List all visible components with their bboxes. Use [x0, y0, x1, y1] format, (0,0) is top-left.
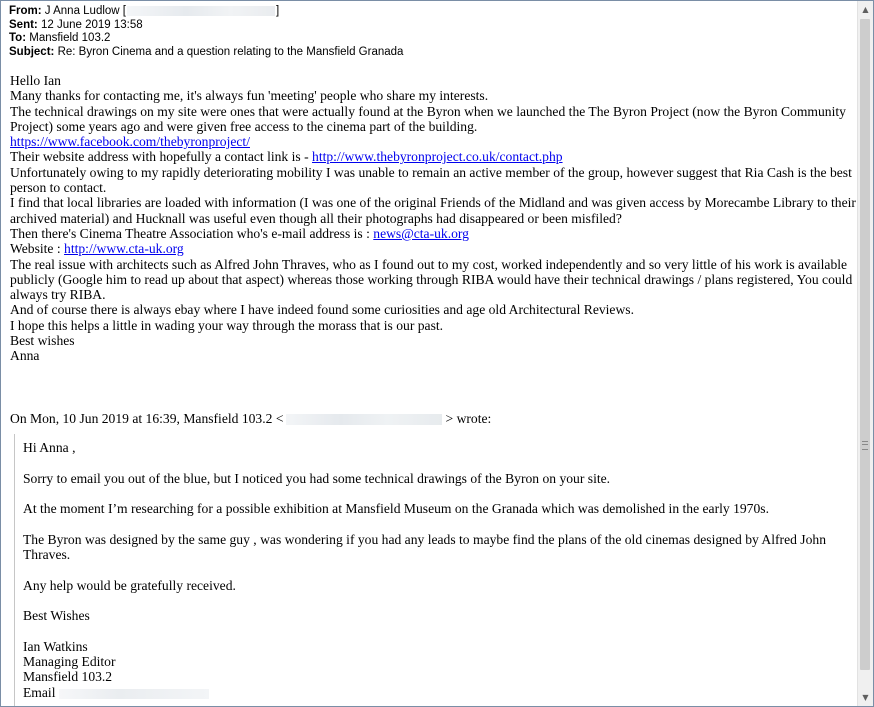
signature-title: Managing Editor	[23, 654, 116, 670]
from-row	[9, 5, 403, 19]
email-header	[9, 5, 403, 59]
quoted-body	[23, 440, 845, 700]
quoted-paragraph: The Byron was designed by the same guy , was wondering if you had any leads to maybe find the plans of the old cinemas designed by Alfred John Thraves.	[23, 531, 826, 563]
subject-label: Subject:	[9, 45, 55, 58]
reply-name: Anna	[10, 348, 40, 364]
reply-body	[10, 73, 858, 364]
reply-greeting: Hello Ian	[10, 73, 61, 88]
signature-name: Ian Watkins	[23, 638, 88, 654]
from-label: From:	[9, 5, 42, 17]
cta-prefix: Then there's Cinema Theatre Association who's e-mail address is :	[10, 225, 374, 241]
reply-paragraph: Many thanks for contacting me, it's always fun 'meeting' people who share my interests.	[10, 88, 489, 104]
attribution-prefix: On Mon, 10 Jun 2019 at 16:39, Mansfield 103.2 <	[10, 411, 284, 426]
to-value: Mansfield 103.2	[29, 32, 111, 45]
grip-icon	[862, 441, 868, 450]
vertical-scrollbar[interactable]	[857, 1, 873, 706]
sent-label: Sent:	[9, 18, 38, 31]
scroll-up-icon[interactable]: ▲	[862, 5, 869, 14]
redacted-email	[59, 689, 209, 699]
quoted-paragraph: Sorry to email you out of the blue, but I noticed you had some technical drawings of the Byron on your site.	[23, 470, 611, 486]
sent-value: 12 June 2019 13:58	[40, 18, 143, 31]
quoted-signoff: Best Wishes	[23, 608, 90, 624]
website-line	[10, 149, 858, 164]
website-prefix: Their website address with hopefully a contact link is -	[10, 149, 313, 165]
reply-paragraph: The technical drawings on my site were ones that were actually found at the Byron when we launched the The Byron Project (now the Byron Community Project) some years ago and were given free access to the cinema part of the building.	[10, 103, 846, 134]
cta-site-line	[10, 241, 858, 256]
sent-row	[9, 19, 403, 33]
reply-paragraph: And of course there is always ebay where I have indeed found some curiosities and age old Architectural Reviews.	[10, 302, 634, 318]
signature-email	[23, 685, 845, 700]
reply-paragraph: Unfortunately owing to my rapidly deteriorating mobility I was unable to remain an active member of the group, however suggest that Ria Cash is the best person to contact.	[10, 164, 852, 196]
subject-row	[9, 46, 403, 60]
from-value: J Anna Ludlow [	[44, 5, 126, 17]
reply-paragraph: I find that local libraries are loaded with information (I was one of the original Friends of the Midland and was given access by Morecambe Library to their archived material) and Hucknall was useful even though all their photographs had disappeared or been misfiled?	[10, 195, 856, 226]
scroll-down-icon[interactable]: ▼	[862, 693, 869, 702]
cta-email-link[interactable]: news@cta-uk.org	[373, 225, 469, 241]
reply-paragraph: I hope this helps a little in wading your way through the morass that is our past.	[10, 317, 444, 333]
signature-org: Mansfield 103.2	[23, 669, 113, 685]
cta-line	[10, 226, 858, 241]
signature-email-label: Email	[23, 684, 56, 700]
facebook-link[interactable]: https://www.facebook.com/thebyronproject/	[10, 134, 250, 150]
cta-site-prefix: Website :	[10, 241, 65, 257]
to-label: To:	[9, 32, 27, 45]
reply-signoff: Best wishes	[10, 333, 75, 349]
to-row	[9, 32, 403, 46]
quote-attribution	[10, 411, 858, 427]
quoted-message	[14, 434, 853, 706]
byron-contact-link[interactable]: http://www.thebyronproject.co.uk/contact.php	[312, 149, 563, 165]
attribution-suffix: > wrote:	[445, 411, 492, 426]
cta-website-link[interactable]: http://www.cta-uk.org	[64, 241, 184, 257]
redacted-email	[286, 414, 442, 425]
from-close: ]	[276, 5, 280, 17]
reply-paragraph: The real issue with architects such as Alfred John Thraves, who as I found out to my cost, worked independently and so very little of his work is available publicly (Google him to read up about that aspect) whereas those working through RIBA would have their technical drawings / plans registered, You could always try RIBA.	[10, 256, 853, 303]
redacted-email	[127, 6, 275, 16]
quoted-greeting: Hi Anna ,	[23, 440, 76, 455]
quoted-paragraph: Any help would be gratefully received.	[23, 577, 236, 593]
email-content	[2, 1, 858, 706]
subject-value: Re: Byron Cinema and a question relating to the Mansfield Granada	[57, 45, 404, 58]
quoted-paragraph: At the moment I’m researching for a possible exhibition at Mansfield Museum on the Granada which was demolished in the early 1970s.	[23, 501, 769, 517]
scrollbar-thumb[interactable]	[860, 19, 870, 670]
